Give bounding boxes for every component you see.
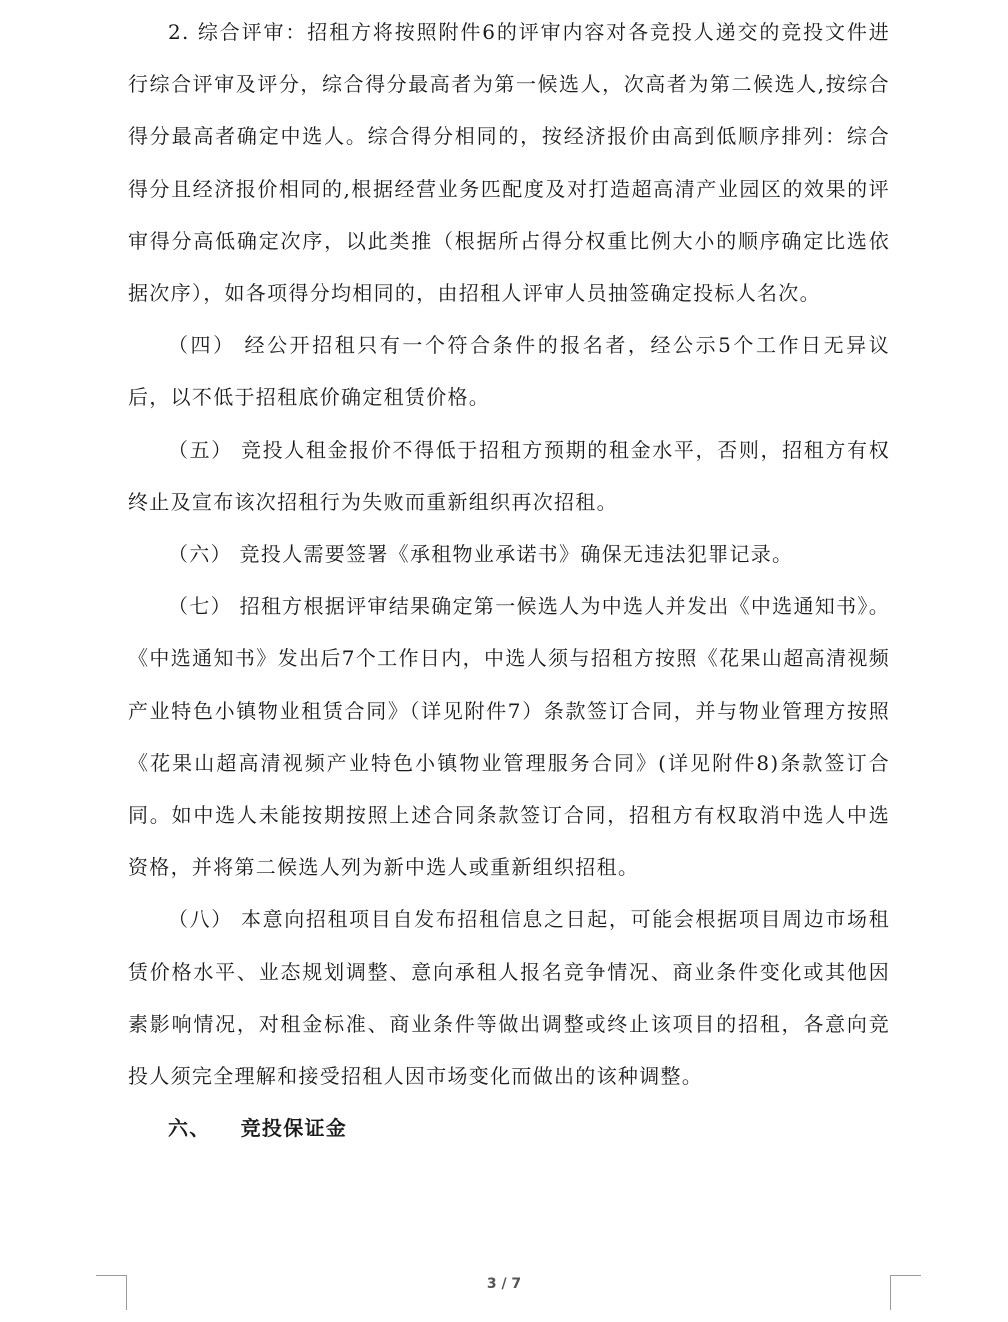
paragraph-item-8: （八） 本意向招租项目自发布招租信息之日起，可能会根据项目周边市场租赁价格水平、业态规划调整、意向承租人报名竞争情况、商业条件变化或其他因素影响情况，对租金标准、商业条件等做出调整或终止该项目的招租，各意向竞投人须完全理解和接受招租人因市场变化而做出的该种调整。 — [128, 907, 890, 1089]
paragraph-comprehensive-review: 2. 综合评审：招租方将按照附件6的评审内容对各竞投人递交的竞投文件进行综合评审及评分，综合得分最高者为第一候选人，次高者为第二候选人,按综合得分最高者确定中选人。综合得分相同的，按经济报价由高到低顺序排列：综合得分且经济报价相同的,根据经营业务匹配度及对打造超高清产业园区的效果的评审得分高低确定次序，以此类推（根据所占得分权重比例大小的顺序确定比选依据次序），如各项得分均相同的，由招租人评审人员抽签确定投标人名次。 — [128, 20, 890, 306]
page-number: 3 / 7 — [486, 1276, 522, 1292]
section-heading-number: 六、 — [168, 1116, 211, 1141]
section-heading-title: 竞投保证金 — [240, 1116, 348, 1141]
paragraph-item-4: （四） 经公开招租只有一个符合条件的报名者，经公示5个工作日无异议后，以不低于招租底价确定租赁价格。 — [128, 333, 890, 410]
document-body — [128, 6, 890, 1154]
section-heading — [128, 1102, 890, 1154]
paragraph-item-5: （五） 竞投人租金报价不得低于招租方预期的租金水平，否则，招租方有权终止及宣布该次招租行为失败而重新组织再次招租。 — [128, 437, 890, 514]
paragraph-item-7: （七） 招租方根据评审结果确定第一候选人为中选人并发出《中选通知书》。《中选通知书》发出后7个工作日内，中选人须与招租方按照《花果山超高清视频产业特色小镇物业租赁合同》（详见附件7）条款签订合同，并与物业管理方按照《花果山超高清视频产业特色小镇物业管理服务合同》(详见附件8)条款签订合同。如中选人未能按期按照上述合同条款签订合同，招租方有权取消中选人中选资格，并将第二候选人列为新中选人或重新组织招租。 — [128, 594, 890, 880]
paragraph-item-6: （六） 竞投人需要签署《承租物业承诺书》确保无违法犯罪记录。 — [168, 542, 794, 567]
